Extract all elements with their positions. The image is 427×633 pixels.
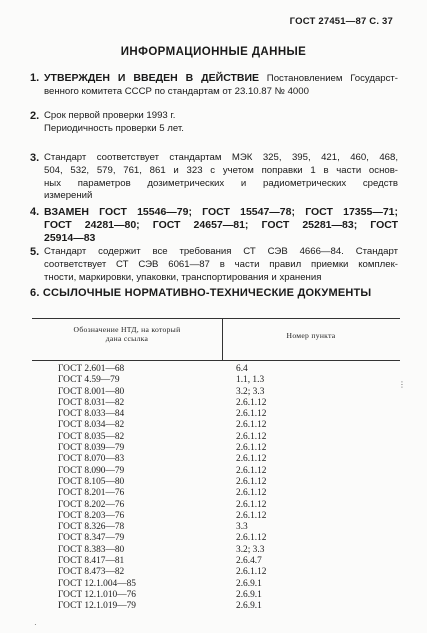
table-row [58, 364, 378, 375]
item-number-cell: 2.6.1.12 [236, 510, 267, 521]
ntd-designation-cell: ГОСТ 8.202—76 [58, 499, 125, 510]
item-line [44, 72, 398, 86]
table-row [58, 443, 378, 454]
item-number-cell: 2.6.1.12 [236, 488, 267, 499]
ntd-designation-cell: ГОСТ 12.1.010—76 [58, 589, 136, 600]
table-row [58, 590, 378, 601]
ntd-designation-cell: ГОСТ 8.203—76 [58, 510, 125, 521]
item-number: 1. [30, 72, 40, 84]
item-number-cell: 6.4 [236, 364, 248, 374]
item-number-cell: 2.6.1.12 [236, 409, 267, 420]
item-number: 4. [30, 206, 40, 218]
item-line: ВЗАМЕН ГОСТ 15546—79; ГОСТ 15547—78; ГОСТ 17355—71; [44, 206, 398, 218]
item-line: Периодичность проверки 5 лет. [44, 122, 184, 134]
ntd-designation-cell: ГОСТ 8.105—80 [58, 476, 125, 487]
ntd-designation-cell: ГОСТ 8.035—82 [58, 431, 125, 442]
table-row [58, 466, 378, 477]
item-line: венного комитета СССР по стандартам от 23.10.87 № 4000 [44, 85, 309, 97]
table-row [58, 556, 378, 567]
table-row [58, 409, 378, 420]
item-number: 5. [30, 246, 40, 258]
item-1 [30, 72, 398, 99]
item-number-cell: 1.1, 1.3 [236, 375, 265, 386]
margin-mark: · [34, 620, 37, 629]
table-row [58, 545, 378, 556]
table-row [58, 477, 378, 488]
item-number-cell: 2.6.1.12 [236, 420, 267, 431]
item-number-cell: 2.6.1.12 [236, 443, 267, 454]
item-line: соответствует СТ СЭВ 6061—87 в части правил приемки комплек- [44, 258, 398, 270]
table-body [58, 364, 378, 613]
table-row [58, 432, 378, 443]
table-row [58, 398, 378, 409]
item-number-cell: 2.6.9.1 [236, 589, 262, 600]
item-number-cell: 2.6.9.1 [236, 601, 262, 612]
item-number-cell: 3.2; 3.3 [236, 386, 265, 397]
item-number: 2. [30, 110, 40, 122]
ntd-designation-cell: ГОСТ 12.1.019—79 [58, 601, 136, 612]
item-line: измерений [44, 190, 93, 202]
page-header: ГОСТ 27451—87 С. 37 [289, 16, 393, 27]
item-number-cell: 2.6.1.12 [236, 397, 267, 408]
ntd-designation-cell: ГОСТ 8.001—80 [58, 386, 125, 397]
item-number-cell: 2.6.1.12 [236, 431, 267, 442]
table-row [58, 500, 378, 511]
item-text: Постановлением Государст- [266, 73, 399, 84]
item-number-cell: 2.6.1.12 [236, 476, 267, 487]
item-number-cell: 2.6.1.12 [236, 533, 267, 544]
ntd-designation-cell: ГОСТ 8.201—76 [58, 488, 125, 499]
table-row [58, 601, 378, 612]
page-title: ИНФОРМАЦИОННЫЕ ДАННЫЕ [120, 46, 307, 58]
table-row [58, 511, 378, 522]
table-row [58, 387, 378, 398]
item-line: ных параметров дозиметрических и радиометрических средств [44, 177, 398, 189]
item-number-cell: 2.6.1.12 [236, 499, 267, 510]
column-header-line: дана ссылка [105, 334, 149, 344]
item-line: 25914—83 [44, 231, 96, 244]
item-3 [30, 152, 398, 203]
table-row [58, 420, 378, 431]
item-number-cell: 3.3 [236, 522, 248, 533]
ntd-designation-cell: ГОСТ 8.326—78 [58, 522, 125, 533]
item-number-cell: 2.6.1.12 [236, 454, 267, 465]
ntd-designation-cell: ГОСТ 8.031—82 [58, 397, 125, 408]
column-header-line: Обозначение НТД, на который [73, 325, 181, 334]
ntd-designation-cell: ГОСТ 8.034—82 [58, 420, 125, 431]
table-row [58, 567, 378, 578]
table-header-rule [32, 360, 400, 361]
ntd-designation-cell: ГОСТ 8.039—79 [58, 443, 125, 454]
item-4 [30, 206, 398, 244]
table-row [58, 579, 378, 590]
item-line: Стандарт содержит все требования СТ СЭВ 4666—84. Стандарт [44, 246, 398, 257]
column-header-ntd [32, 325, 222, 344]
item-line: тности, маркировки, упаковки, транспортирования и хранения [44, 271, 322, 283]
table-row [58, 375, 378, 386]
item-number: 3. [30, 152, 40, 164]
ntd-designation-cell: ГОСТ 8.070—83 [58, 454, 125, 465]
item-2 [30, 110, 398, 136]
ntd-designation-cell: ГОСТ 4.59—79 [58, 375, 120, 386]
item-5 [30, 246, 398, 284]
item-number-cell: 2.6.1.12 [236, 567, 267, 578]
column-header-item-number: Номер пункта [286, 331, 336, 340]
item-line: Срок первой проверки 1993 г. [44, 110, 176, 121]
item-lead: УТВЕРЖДЕН И ВВЕДЕН В ДЕЙСТВИЕ [44, 72, 260, 84]
item-number-cell: 3.2; 3.3 [236, 544, 265, 555]
table-row [58, 533, 378, 544]
ntd-designation-cell: ГОСТ 8.383—80 [58, 544, 125, 555]
ntd-designation-cell: ГОСТ 2.601—68 [58, 364, 125, 374]
item-number-cell: 2.6.1.12 [236, 465, 267, 476]
margin-mark: ⋮ [398, 380, 406, 389]
ntd-designation-cell: ГОСТ 8.417—81 [58, 556, 125, 567]
ntd-designation-cell: ГОСТ 8.473—82 [58, 567, 125, 578]
table-top-rule [32, 318, 400, 319]
ntd-designation-cell: ГОСТ 8.033—84 [58, 409, 125, 420]
ntd-designation-cell: ГОСТ 8.347—79 [58, 533, 125, 544]
ntd-designation-cell: ГОСТ 12.1.004—85 [58, 578, 136, 589]
item-number-cell: 2.6.4.7 [236, 556, 262, 567]
table-row [58, 522, 378, 533]
item-line: Стандарт соответствует стандартам МЭК 325, 395, 421, 460, 468, [44, 152, 398, 163]
item-line: ГОСТ 24281—80; ГОСТ 24657—81; ГОСТ 25281—83; ГОСТ [44, 218, 398, 231]
table-row [58, 454, 378, 465]
item-line: 504, 532, 579, 761, 861 и 323 с учетом поправки 1 в части основ- [44, 164, 398, 176]
ntd-designation-cell: ГОСТ 8.090—79 [58, 465, 125, 476]
item-number-cell: 2.6.9.1 [236, 578, 262, 589]
table-row [58, 488, 378, 499]
section-6-heading: 6. ССЫЛОЧНЫЕ НОРМАТИВНО-ТЕХНИЧЕСКИЕ ДОКУМЕНТЫ [30, 287, 372, 299]
